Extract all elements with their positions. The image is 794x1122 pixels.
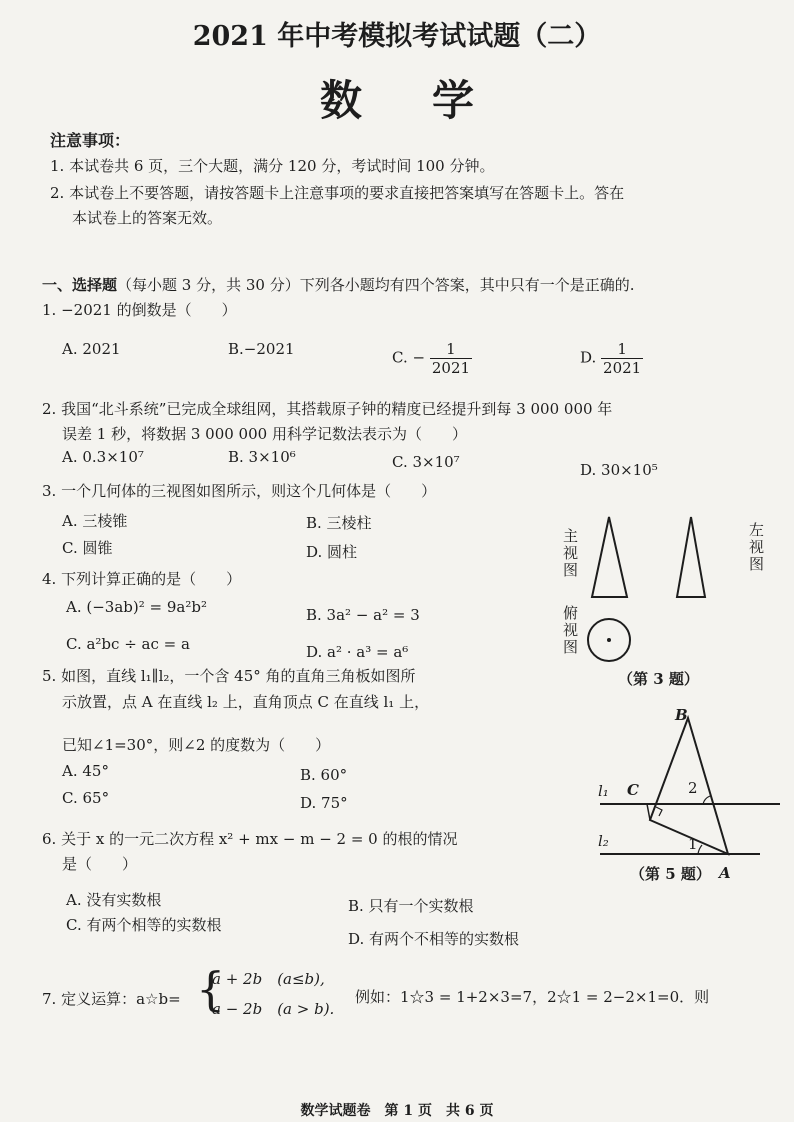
q5-option-a: A. 45° xyxy=(62,762,109,780)
q3-main-view-triangle xyxy=(592,517,627,597)
q5-line-2: 示放置，点 A 在直线 l₂ 上，直角顶点 C 在直线 l₁ 上， xyxy=(62,693,430,711)
q3-option-a: A. 三棱锥 xyxy=(62,512,128,530)
q7-prefix: 7. 定义运算：a☆b= xyxy=(42,990,181,1008)
q7-brace: { xyxy=(196,962,226,1016)
q4-option-c: C. a²bc ÷ ac = a xyxy=(66,635,190,653)
q1-option-c-numerator: 1 xyxy=(430,340,472,359)
notice-item-1: 1. 本试卷共 6 页，三个大题，满分 120 分，考试时间 100 分钟。 xyxy=(50,157,495,175)
q3-stem: 3. 一个几何体的三视图如图所示，则这个几何体是（ ） xyxy=(42,482,437,500)
q7-case-2: a − 2b (a > b). xyxy=(212,1000,335,1018)
page-footer: 数学试题卷 第 1 页 共 6 页 xyxy=(300,1103,494,1119)
q3-option-c: C. 圆锥 xyxy=(62,539,113,557)
q2-option-d: D. 30×10⁵ xyxy=(580,461,658,479)
notice-item-2-line-2: 本试卷上的答案无效。 xyxy=(72,209,223,227)
q3-left-view-label: 左视图 xyxy=(749,521,765,573)
q1-option-c-denominator: 2021 xyxy=(431,359,471,377)
q5-line-3: 已知∠1=30°，则∠2 的度数为（ ） xyxy=(62,736,331,754)
q6-line-2: 是（ ） xyxy=(62,855,138,873)
q6-option-b: B. 只有一个实数根 xyxy=(348,897,474,915)
q1-option-c-sign: − xyxy=(412,348,426,367)
q5-angle-1-arc xyxy=(698,845,702,854)
q5-right-angle-mark xyxy=(656,807,662,816)
q2-option-b: B. 3×10⁶ xyxy=(228,448,296,466)
section-1-heading: 一、选择题 xyxy=(42,276,118,294)
section-1-description: （每小题 3 分，共 30 分）下列各小题均有四个答案，其中只有一个是正确的. xyxy=(117,276,635,294)
q1-option-d-numerator: 1 xyxy=(601,340,643,359)
section-1-header xyxy=(42,274,635,295)
q3-top-view-center-dot xyxy=(607,638,611,642)
subject-title: 数学 xyxy=(319,76,544,125)
q5-point-a-label: A xyxy=(719,864,731,882)
q5-figure-caption: （第 5 题） xyxy=(630,865,711,883)
notice-item-2-line-1: 2. 本试卷上不要答题，请按答题卡上注意事项的要求直接把答案填写在答题卡上。答在 xyxy=(50,184,625,202)
q5-option-b: B. 60° xyxy=(300,766,348,784)
q1-option-c xyxy=(392,340,472,377)
q7-case-1: a + 2b (a≤b), xyxy=(212,970,325,988)
q1-option-d-label: D. xyxy=(580,348,597,367)
q1-option-d xyxy=(580,340,643,377)
q5-point-c-label: C xyxy=(627,781,639,799)
q6-option-c: C. 有两个相等的实数根 xyxy=(66,916,222,934)
q2-line-1: 2. 我国“北斗系统”已完成全球组网，其搭载原子钟的精度已经提升到每 3 000 000 年 xyxy=(42,400,613,418)
q5-angle-2-arc xyxy=(703,796,710,804)
q1-option-d-fraction xyxy=(601,340,643,377)
q5-option-d: D. 75° xyxy=(300,794,348,812)
q5-l1-label: l₁ xyxy=(598,782,609,800)
q1-option-a: A. 2021 xyxy=(62,340,121,358)
q1-option-d-denominator: 2021 xyxy=(603,359,642,377)
q4-option-d: D. a² · a³ = a⁶ xyxy=(306,643,409,661)
q5-point-b-label: B xyxy=(675,706,688,724)
q6-option-d: D. 有两个不相等的实数根 xyxy=(348,930,520,948)
q5-line-1: 5. 如图，直线 l₁∥l₂，一个含 45° 角的直角三角板如图所 xyxy=(42,667,416,685)
q7-example: 例如：1☆3 = 1+2×3=7，2☆1 = 2−2×1=0．则 xyxy=(355,988,710,1006)
q2-line-2: 误差 1 秒，将数据 3 000 000 用科学记数法表示为（ ） xyxy=(62,425,467,443)
q3-option-b: B. 三棱柱 xyxy=(306,514,372,532)
q1-option-b: B.−2021 xyxy=(228,340,295,358)
q6-line-1: 6. 关于 x 的一元二次方程 x² + mx − m − 2 = 0 的根的情况 xyxy=(42,830,458,848)
q2-option-a: A. 0.3×10⁷ xyxy=(62,448,144,466)
q1-option-c-label: C. xyxy=(392,348,408,367)
q5-angle-1-label: 1 xyxy=(688,835,698,853)
q4-option-b: B. 3a² − a² = 3 xyxy=(306,606,420,624)
q4-stem: 4. 下列计算正确的是（ ） xyxy=(42,570,242,588)
q3-option-d: D. 圆柱 xyxy=(306,543,358,561)
q1-option-c-fraction xyxy=(430,340,472,377)
q5-option-c: C. 65° xyxy=(62,789,110,807)
q2-option-c: C. 3×10⁷ xyxy=(392,453,460,471)
notice-heading: 注意事项： xyxy=(50,131,131,150)
q1-stem: 1. −2021 的倒数是（ ） xyxy=(42,301,237,319)
q3-main-view-label: 主视图 xyxy=(563,527,579,579)
q3-left-view-triangle xyxy=(677,517,705,597)
q5-l2-label: l₂ xyxy=(598,832,609,850)
q5-c-connector xyxy=(647,804,650,820)
q5-angle-2-label: 2 xyxy=(688,779,698,797)
q4-option-a: A. (−3ab)² = 9a²b² xyxy=(66,598,207,616)
q3-top-view-label: 俯视图 xyxy=(563,604,579,656)
q6-option-a: A. 没有实数根 xyxy=(66,891,162,909)
exam-title: 2021 年中考模拟考试试题（二） xyxy=(192,21,602,52)
q3-figure-caption: （第 3 题） xyxy=(618,670,699,688)
q3-three-view-figure xyxy=(560,505,780,695)
